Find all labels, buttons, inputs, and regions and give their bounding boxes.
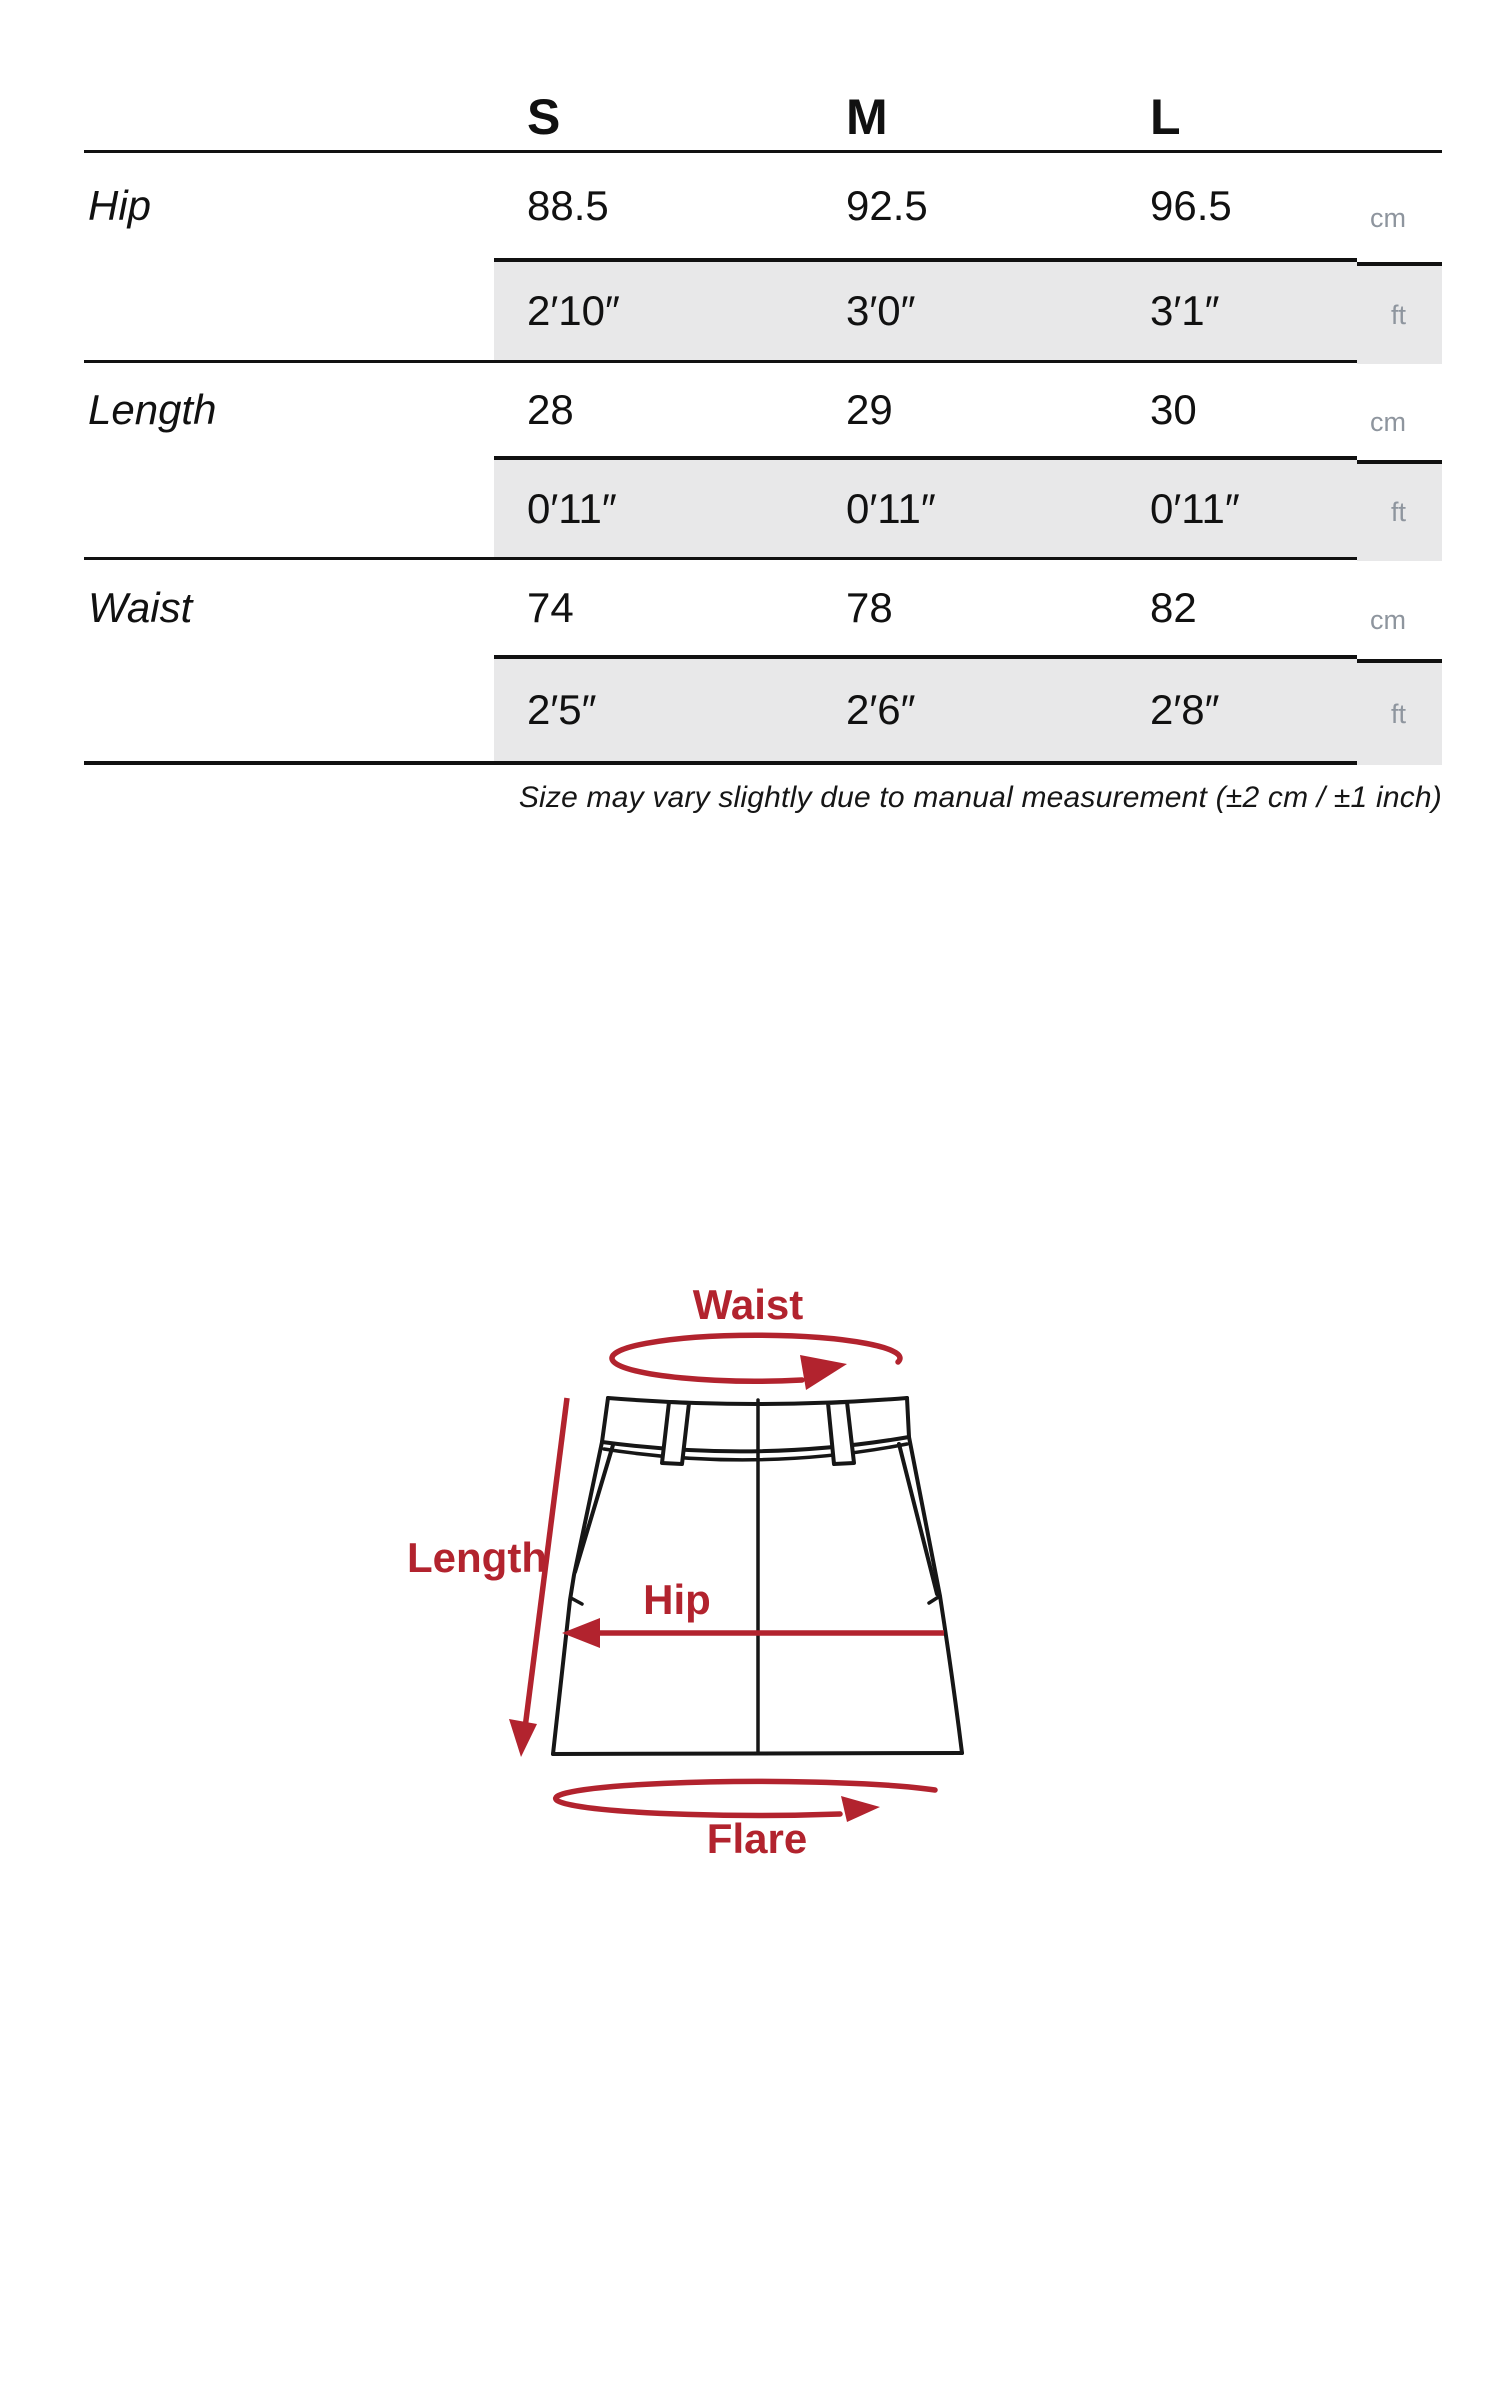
waistband-right-edge [907, 1398, 909, 1437]
unit-label-ft: ft [1357, 262, 1442, 364]
length-cm-m: 29 [846, 385, 893, 433]
measurement-annotations [407, 1281, 944, 1862]
size-table [84, 84, 1442, 765]
waist-ft-s: 2′5″ [494, 655, 813, 761]
length-ft-m: 0′11″ [813, 456, 1117, 557]
size-table-header [84, 84, 1442, 153]
row-label-hip: Hip [88, 181, 152, 229]
hip-cm-m: 92.5 [846, 181, 928, 229]
waist-measure-loop [612, 1335, 900, 1381]
size-header-m: M [846, 89, 888, 145]
skirt-measurement-diagram [350, 1260, 1150, 1900]
header-spacer [84, 84, 494, 150]
skirt-outline [553, 1398, 962, 1754]
unit-label-ft: ft [1357, 659, 1442, 765]
measurement-disclaimer: Size may vary slightly due to manual measurement (±2 cm / ±1 inch) [518, 781, 1442, 814]
flare-arrowhead-icon [841, 1796, 880, 1822]
diagram-label-length: Length [407, 1534, 547, 1581]
diagram-label-hip: Hip [643, 1576, 711, 1623]
right-pocket-opening [899, 1444, 937, 1594]
row-label-waist: Waist [88, 583, 193, 631]
belt-loop-left [662, 1402, 689, 1464]
length-arrowhead-icon [509, 1719, 537, 1757]
waist-cm-m: 78 [846, 583, 893, 631]
left-pocket-opening [575, 1445, 613, 1572]
row-label-length: Length [88, 385, 217, 433]
waistband-bottom-edge [602, 1437, 909, 1451]
diagram-label-flare: Flare [706, 1815, 808, 1862]
length-cm-l: 30 [1150, 385, 1197, 433]
row-spacer [84, 655, 494, 761]
hip-ft-s: 2′10″ [494, 258, 813, 360]
unit-label-cm: cm [1370, 407, 1406, 437]
waist-ft-l: 2′8″ [1117, 655, 1357, 761]
hip-cm-l: 96.5 [1150, 181, 1232, 229]
table-row-hip-ft [84, 258, 1442, 363]
table-row-hip-cm [84, 153, 1442, 258]
right-pocket-notch [929, 1596, 940, 1603]
table-row-waist-ft [84, 655, 1442, 765]
waistband-left-edge [602, 1398, 608, 1442]
length-cm-s: 28 [527, 385, 574, 433]
diagram-label-waist: Waist [692, 1281, 804, 1328]
unit-label-ft: ft [1357, 460, 1442, 561]
size-header-l: L [1150, 89, 1181, 145]
left-side-seam [553, 1442, 602, 1754]
size-header-s: S [527, 89, 561, 145]
row-spacer [84, 456, 494, 557]
header-unit-spacer [1357, 84, 1442, 150]
row-spacer [84, 258, 494, 360]
hip-ft-m: 3′0″ [813, 258, 1117, 360]
hip-ft-l: 3′1″ [1117, 258, 1357, 360]
table-row-length-cm [84, 363, 1442, 456]
table-row-length-ft [84, 456, 1442, 560]
waist-arrowhead-icon [800, 1355, 847, 1390]
flare-measure-loop [556, 1781, 935, 1815]
left-pocket-notch [571, 1598, 582, 1604]
length-ft-s: 0′11″ [494, 456, 813, 557]
waist-cm-s: 74 [527, 583, 574, 631]
belt-loop-right [828, 1402, 854, 1464]
length-ft-l: 0′11″ [1117, 456, 1357, 557]
hip-cm-s: 88.5 [527, 181, 609, 229]
waist-ft-m: 2′6″ [813, 655, 1117, 761]
unit-label-cm: cm [1370, 605, 1406, 635]
table-row-waist-cm [84, 560, 1442, 655]
unit-label-cm: cm [1370, 203, 1406, 233]
waist-cm-l: 82 [1150, 583, 1197, 631]
hem-line [553, 1753, 962, 1754]
